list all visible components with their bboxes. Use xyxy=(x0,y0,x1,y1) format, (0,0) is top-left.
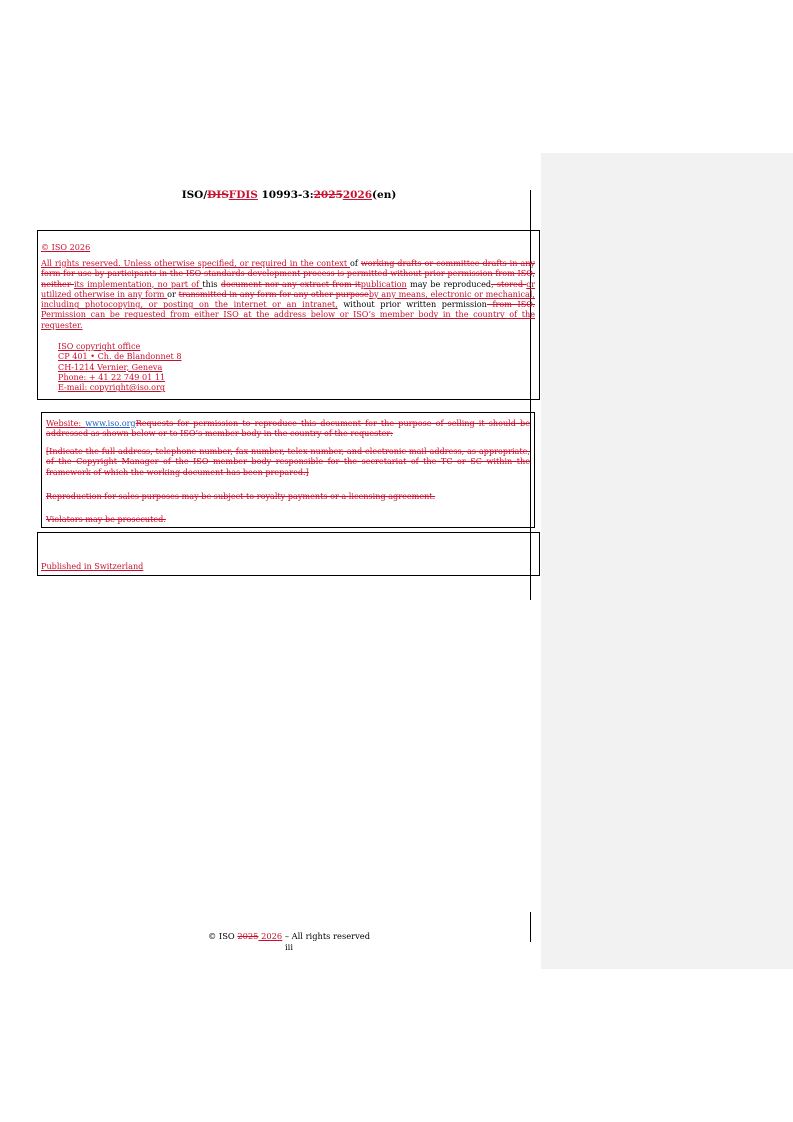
address-line-email[interactable]: E-mail: copyright@iso.org xyxy=(58,382,166,393)
comment-pane xyxy=(541,153,793,969)
reproduction-deleted-text: Reproduction for sales purposes may be subject to royalty payments or a licensing agreement. xyxy=(46,491,436,501)
reproduction-paragraph xyxy=(46,491,530,501)
rights-t2: of xyxy=(350,258,361,268)
website-link[interactable]: www.iso.org xyxy=(85,418,136,428)
address-line-office: ISO copyright office xyxy=(58,341,141,351)
header-deleted-stage: DIS xyxy=(207,189,229,201)
footer-deleted-year: 2025 xyxy=(237,931,259,941)
rights-t7: publication xyxy=(360,278,407,289)
document-header xyxy=(0,189,578,201)
header-language: (en) xyxy=(372,189,397,201)
footer-suffix: – All rights reserved xyxy=(282,931,371,941)
footer-copyright xyxy=(0,931,578,942)
page-number: iii xyxy=(285,942,293,952)
published-box xyxy=(37,532,540,576)
address-line-street: CP 401 • Ch. de Blandonnet 8 xyxy=(58,351,182,362)
rights-t11: or xyxy=(167,288,179,299)
address-line-city: CH-1214 Vernier, Geneva xyxy=(58,361,163,372)
rights-t12: transmitted in any form for any other purpose xyxy=(178,288,369,299)
published-line xyxy=(41,561,143,571)
rights-t5: this xyxy=(202,278,221,289)
rights-t9: , stored xyxy=(491,278,527,289)
rights-t8: may be reproduced xyxy=(406,278,492,289)
rights-t13: by any means, electronic or mechanical, including photocopying, or posting on the internet or an intranet, xyxy=(41,288,535,310)
indicate-deleted-text: [Indicate the full address, telephone number, fax number, telex number, and electronic mail address, as appropriate, of the Copyright Manager of the ISO member body responsible for the secretariat of the TC or SC within the framework of which the working document has been prepared.] xyxy=(46,446,530,477)
request-deleted-text: Requests for permission to reproduce this document for the purpose of selling it should be addressed as shown below or to ISO’s member body in the country of the requester: xyxy=(46,418,531,439)
address-line-phone: Phone: + 41 22 749 01 11 xyxy=(58,371,166,382)
indicate-paragraph xyxy=(46,446,530,477)
rights-paragraph xyxy=(41,258,535,330)
footer-prefix: © ISO xyxy=(207,931,238,941)
rights-t4: its implementation, no part of xyxy=(73,278,203,289)
rights-t1: All rights reserved. Unless otherwise specified, or required in the context xyxy=(41,258,351,268)
footer-inserted-year: 2026 xyxy=(258,931,283,941)
permission-box xyxy=(41,412,535,528)
rights-t15: from ISO. xyxy=(486,299,535,310)
page-footer xyxy=(0,931,578,953)
rights-t14: without prior written permission xyxy=(337,299,487,310)
copyright-line xyxy=(41,242,535,252)
copyright-text: © ISO 2026 xyxy=(41,242,91,252)
violators-paragraph xyxy=(46,514,530,524)
rights-t10: or utilized otherwise in any form xyxy=(41,278,536,299)
website-paragraph xyxy=(46,418,530,439)
website-label: Website: xyxy=(46,418,86,428)
address-block xyxy=(58,341,182,392)
violators-deleted-text: Violators may be prosecuted. xyxy=(46,514,166,524)
rights-t16: Permission can be requested from either ISO at the address below or ISO’s member body in the country of the requester. xyxy=(41,309,535,330)
header-inserted-stage: FDIS xyxy=(228,189,258,201)
rights-t3: working drafts or committee drafts in any form for use by participants in the ISO standards development process is permitted without prior permission from ISO, neither xyxy=(41,258,535,289)
header-inserted-year: 2026 xyxy=(342,189,373,201)
copyright-box xyxy=(37,230,540,400)
header-number: 10993-3: xyxy=(257,189,314,201)
header-deleted-year: 2025 xyxy=(313,189,343,201)
header-prefix: ISO/ xyxy=(181,189,208,201)
published-text: Published in Switzerland xyxy=(41,561,144,571)
rights-t6: document nor any extract from it xyxy=(220,278,361,289)
